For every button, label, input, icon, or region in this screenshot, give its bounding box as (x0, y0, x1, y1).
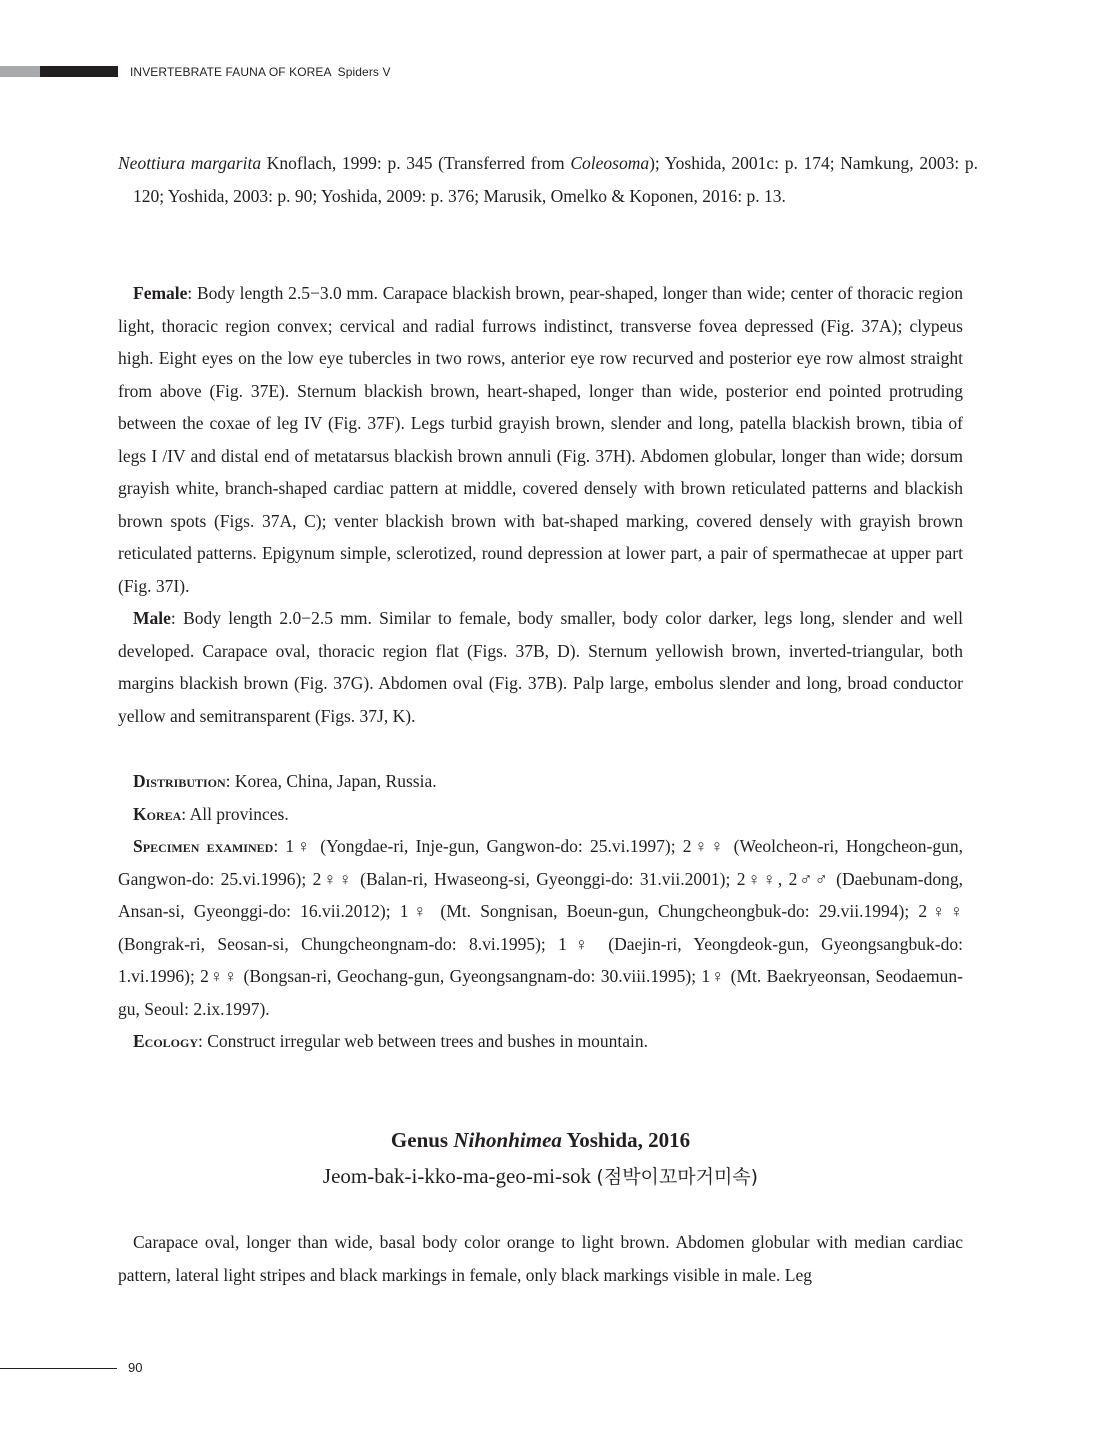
synonym-entry (118, 147, 978, 212)
specimen-label: Specimen examined (133, 836, 274, 856)
genus-name: Nihonhimea (453, 1128, 562, 1152)
ecology-paragraph (118, 1025, 963, 1058)
female-label: Female (133, 283, 188, 303)
male-text: : Body length 2.0−2.5 mm. Similar to female, body smaller, body color darker, legs long, slender and well developed. Carapace oval, thoracic region flat (Figs. 37B, D). Sternum yellowish brown, inverted-triangular, both margins blackish brown (Fig. 37G). Abdomen oval (Fig. 37B). Palp large, embolus slender and long, broad conductor yellow and semitransparent (Figs. 37J, K). (118, 608, 963, 726)
genus-description (118, 1226, 963, 1291)
female-paragraph (118, 277, 963, 602)
genus-prefix: Genus (390, 1128, 454, 1152)
header-bar-black (40, 66, 118, 77)
running-header-subtitle: Spiders V (337, 65, 391, 79)
synonym-text-2: ); Yoshida, 2001c: p. 174; Namkung, 2003: p. 120; Yoshida, 2003: p. 90; Yoshida, 2009: p. 376; Marusik, Omelko & Koponen, 2016: p. 13. (133, 153, 978, 206)
species-metadata (118, 765, 963, 1058)
ecology-label: Ecology (133, 1031, 199, 1051)
species-name: Neottiura margarita (118, 153, 262, 173)
male-paragraph (118, 602, 963, 732)
genus-heading (118, 1124, 963, 1156)
specimen-paragraph (118, 830, 963, 1025)
korea-paragraph (118, 798, 963, 831)
male-label: Male (133, 608, 171, 628)
distribution-text: : Korea, China, Japan, Russia. (225, 771, 437, 791)
running-header (130, 65, 391, 79)
female-text: : Body length 2.5−3.0 mm. Carapace blackish brown, pear-shaped, longer than wide; center of thoracic region light, thoracic region convex; cervical and radial furrows indistinct, transverse fovea depressed (Fig. 37A); clypeus high. Eight eyes on the low eye tubercles in two rows, anterior eye row recurved and posterior eye row almost straight from above (Fig. 37E). Sternum blackish brown, heart-shaped, longer than wide, posterior end pointed protruding between the coxae of leg IV (Fig. 37F). Legs turbid grayish brown, slender and long, patella blackish brown, tibia of legs I /IV and distal end of metatarsus blackish brown annuli (Fig. 37H). Abdomen globular, longer than wide; dorsum grayish white, branch-shaped cardiac pattern at middle, covered densely with brown reticulated patterns and blackish brown spots (Figs. 37A, C); venter blackish brown with bat-shaped marking, covered densely with grayish brown reticulated patterns. Epigynum simple, sclerotized, round depression at lower part, a pair of spermathecae at upper part (Fig. 37I). (118, 283, 963, 596)
running-header-title: INVERTEBRATE FAUNA OF KOREA (130, 65, 332, 79)
genus-korean-roman: Jeom-bak-i-kko-ma-geo-mi-sok (322, 1164, 592, 1188)
footer-rule (0, 1368, 117, 1369)
genus-reference: Coleosoma (570, 153, 650, 173)
genus-korean-hangul: (점박이꼬마거미속) (596, 1166, 759, 1188)
korea-text: : All provinces. (181, 803, 289, 824)
distribution-paragraph (118, 765, 963, 798)
species-description (118, 277, 963, 732)
header-bar-gray (0, 66, 40, 77)
synonym-text-1: Knoflach, 1999: p. 345 (Transferred from (261, 153, 571, 173)
ecology-text: : Construct irregular web between trees and bushes in mountain. (198, 1031, 649, 1051)
korea-label: Korea (133, 803, 182, 824)
specimen-text: : 1♀ (Yongdae-ri, Inje-gun, Gangwon-do: 25.vi.1997); 2♀♀ (Weolcheon-ri, Hongcheon-gun, Gangwon-do: 25.vi.1996); 2♀♀ (Balan-ri, Hwaseong-si, Gyeonggi-do: 31.vii.2001); 2♀♀, 2♂♂ (Daebunam-dong, Ansan-si, Gyeonggi-do: 16.vii.2012); 1♀ (Mt. Songnisan, Boeun-gun, Chungcheongbuk-do: 29.vii.1994); 2♀♀ (Bongrak-ri, Seosan-si, Chungcheongnam-do: 8.vi.1995); 1♀ (Daejin-ri, Yeongdeok-gun, Gyeongsangbuk-do: 1.vi.1996); 2♀♀ (Bongsan-ri, Geochang-gun, Gyeongsangnam-do: 30.viii.1995); 1♀ (Mt. Baekryeonsan, Seodaemun-gu, Seoul: 2.ix.1997). (118, 836, 963, 1019)
page-number: 90 (128, 1360, 143, 1375)
genus-description-paragraph: Carapace oval, longer than wide, basal body color orange to light brown. Abdomen globular with median cardiac pattern, lateral light stripes and black markings in female, only black markings visible in male. Leg (118, 1232, 963, 1285)
genus-author: Yoshida, 2016 (561, 1128, 691, 1152)
distribution-label: Distribution (133, 771, 226, 791)
genus-korean-name (118, 1160, 963, 1193)
